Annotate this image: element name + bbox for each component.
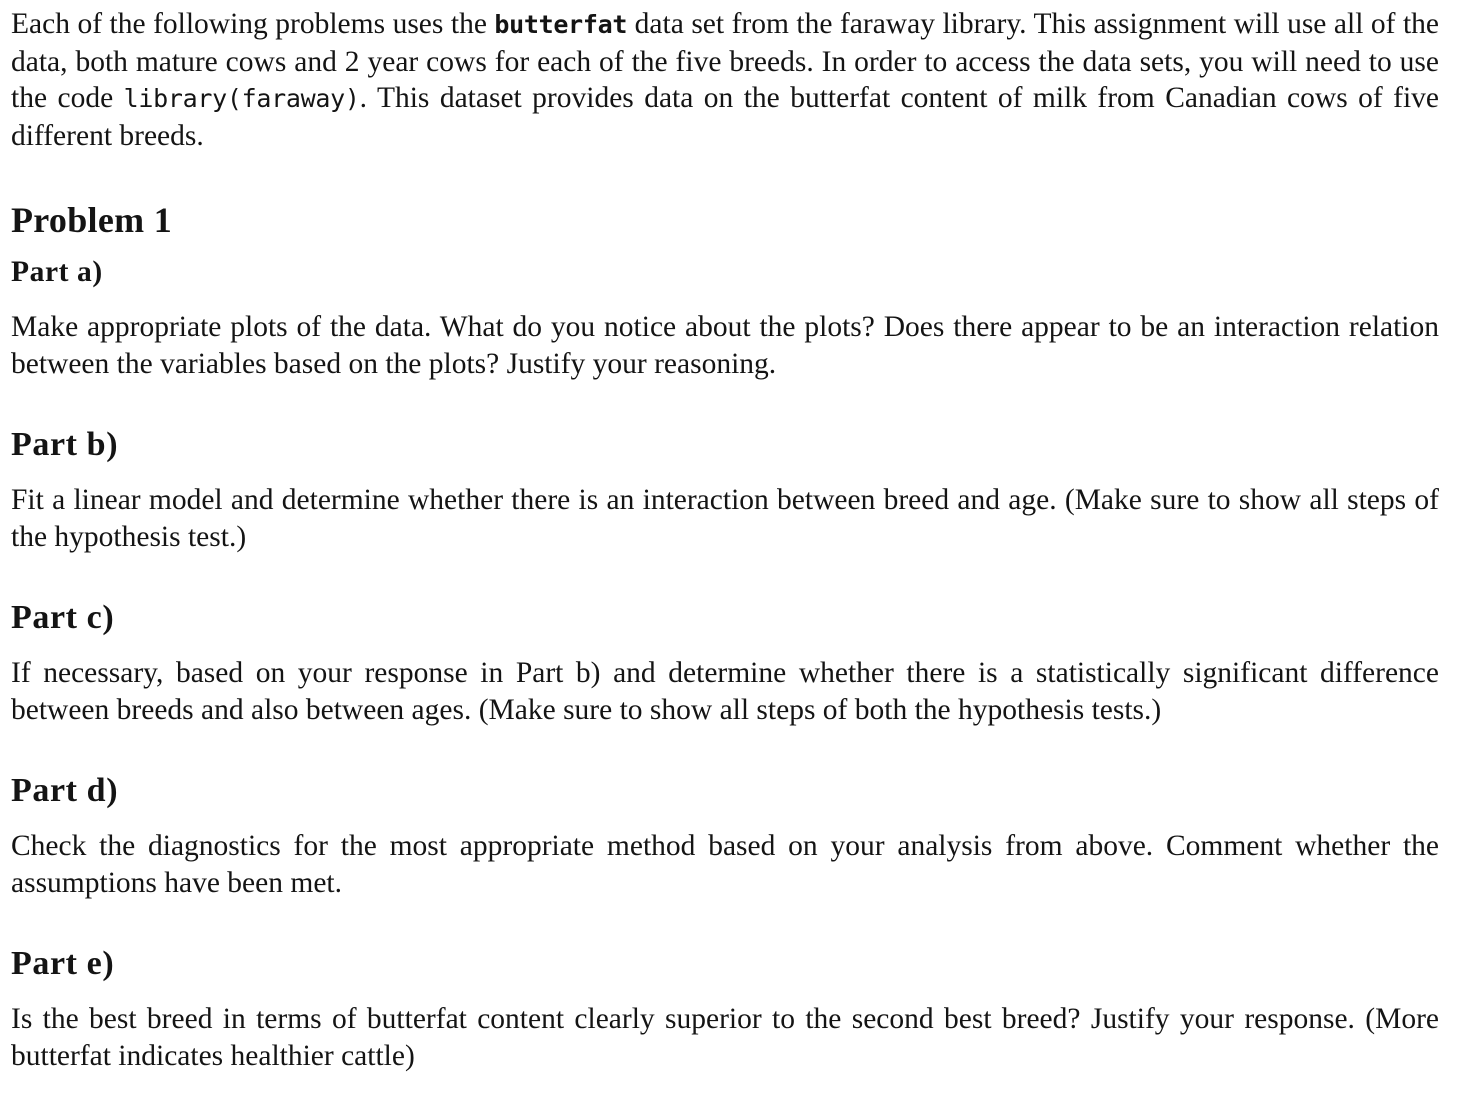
part-a-section bbox=[11, 254, 1439, 382]
dataset-name-code: butterfat bbox=[494, 10, 628, 39]
part-d-section bbox=[11, 770, 1439, 901]
part-e-section bbox=[11, 943, 1439, 1074]
part-e-heading: Part e) bbox=[11, 945, 115, 982]
problem-title: Problem 1 bbox=[11, 200, 173, 240]
intro-text-3: . This dataset provides data on the butterfat content of milk from Canadian cows of five different breeds. bbox=[11, 82, 1439, 152]
part-b-heading: Part b) bbox=[11, 426, 119, 463]
part-a-heading: Part a) bbox=[11, 256, 103, 288]
part-c-text: If necessary, based on your response in Part b) and determine whether there is a statistically significant difference between breeds and also between ages. (Make sure to show all steps of both the hypothesis tests.) bbox=[11, 657, 1439, 726]
part-c-heading: Part c) bbox=[11, 599, 115, 636]
part-a-text: Make appropriate plots of the data. What do you notice about the plots? Does there appear to be an interaction relation between the variables based on the plots? Justify your reasoning. bbox=[11, 311, 1439, 380]
part-b-section bbox=[11, 424, 1439, 555]
part-d-text: Check the diagnostics for the most appropriate method based on your analysis from above. Comment whether the assumptions have been met. bbox=[11, 830, 1439, 899]
library-code: library(faraway) bbox=[123, 84, 360, 113]
intro-text-2: data set from the faraway library. This assignment will use all of the data, both mature cows and 2 year cows for each of the five breeds. In order to access the data sets, you will need to use the code bbox=[11, 8, 1440, 114]
part-b-text: Fit a linear model and determine whether there is an interaction between breed and age. (Make sure to show all steps of the hypothesis test.) bbox=[11, 484, 1439, 553]
intro-text-1: Each of the following problems uses the bbox=[11, 8, 495, 40]
part-d-heading: Part d) bbox=[11, 772, 119, 809]
assignment-document bbox=[11, 6, 1439, 1074]
part-c-section bbox=[11, 597, 1439, 728]
part-e-text: Is the best breed in terms of butterfat content clearly superior to the second best breed? Justify your response. (More butterfat indicates healthier cattle) bbox=[11, 1003, 1439, 1072]
intro-paragraph bbox=[11, 6, 1439, 154]
